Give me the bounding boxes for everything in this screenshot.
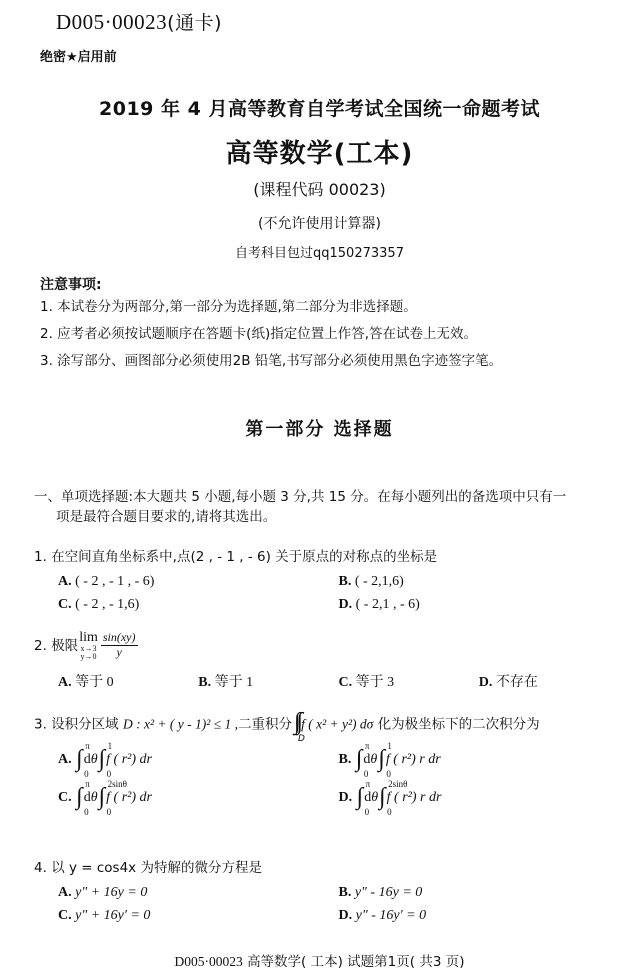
exam-code-latin: D005 xyxy=(56,10,105,34)
option-row xyxy=(58,778,619,817)
option-b[interactable] xyxy=(198,671,338,691)
question-2-text: 极限 xyxy=(51,638,79,654)
integral-glyph: ∫ xyxy=(98,745,106,772)
question-2 xyxy=(34,631,619,698)
option-d[interactable]: D. ∫ π 0 dθ∫ 2sinθ 0 f ( r²) r dr xyxy=(338,778,442,817)
option-d[interactable] xyxy=(339,908,620,924)
question-3-text-b: 二重积分 xyxy=(237,716,292,733)
integral-upper-limit: π xyxy=(85,778,90,789)
option-a[interactable] xyxy=(58,574,339,590)
option-b-body: f ( r²) r dr xyxy=(385,751,441,767)
question-4-text: 以 y = cos4x 为特解的微分方程是 xyxy=(51,860,262,876)
option-d-label: D. xyxy=(338,596,353,612)
option-row xyxy=(58,908,619,924)
integral-lower-limit: 0 xyxy=(363,768,369,779)
integral-glyph: ∫ xyxy=(76,783,83,810)
option-a-body: f ( r²) dr xyxy=(106,751,152,767)
integral-outer xyxy=(356,778,371,817)
integral-lower-limit: 0 xyxy=(106,806,112,817)
notice-item: 2. 应考者必须按试题顺序在答题卡(纸)指定位置上作答,答在试卷上无效。 xyxy=(40,326,477,343)
option-b[interactable] xyxy=(339,885,620,901)
question-1-number: 1. xyxy=(34,549,47,565)
question-4-number: 4. xyxy=(34,860,47,876)
integral-glyph: ∫ xyxy=(76,745,83,772)
part-heading: 第一部分 选择题 xyxy=(245,419,394,440)
option-d-label: D. xyxy=(338,907,353,923)
section-intro-line1: 一、单项选择题:本大题共 5 小题,每小题 3 分,共 15 分。在每小题列出的备选项中只有一 xyxy=(34,489,567,505)
question-3-text-a: 设积分区域 xyxy=(51,716,119,733)
integral-lower-limit: 0 xyxy=(364,806,370,817)
option-b[interactable]: B. ∫ π 0 dθ∫ 1 0 f ( r²) r dr xyxy=(338,740,441,779)
integral-lower-limit: 0 xyxy=(386,768,391,779)
integral-glyph: ∫ xyxy=(378,745,385,772)
integral-outer xyxy=(76,778,90,817)
option-d-text: y" - 16y′ = 0 xyxy=(355,907,427,923)
option-a-text: ( - 2 , - 1 , - 6) xyxy=(75,573,155,589)
exam-title-main: 2019 年 4 月高等教育自学考试全国统一命题考试 xyxy=(99,98,540,120)
integral-upper-limit: 1 xyxy=(387,740,392,751)
integral-glyph: ∫ xyxy=(355,745,363,772)
option-d-label: D. xyxy=(478,675,493,690)
option-b-label: B. xyxy=(338,751,352,767)
option-c[interactable]: C. ∫ π 0 dθ∫ 2sinθ 0 f ( r²) dr xyxy=(58,778,152,817)
integral-lower-limit: 0 xyxy=(84,768,89,779)
question-4-stem xyxy=(34,859,619,879)
notice-list xyxy=(40,298,600,380)
limit-glyph: lim xyxy=(79,630,98,645)
option-c-label: C. xyxy=(338,675,353,690)
fraction-numerator: sin(xy) xyxy=(102,629,136,644)
exam-code-number: 00023 xyxy=(112,10,168,34)
question-3-options xyxy=(58,740,619,817)
integral-upper-limit: π xyxy=(365,778,371,789)
exam-code xyxy=(56,8,222,35)
integral-glyph: ∫ xyxy=(98,783,106,810)
footer-text: 高等数学( 工本) 试题第1页( 共3 页) xyxy=(247,954,465,970)
question-3-region: D : x² + ( y - 1)² ≤ 1 , xyxy=(122,716,238,732)
option-d-body: f ( r²) r dr xyxy=(386,789,442,805)
integral-outer xyxy=(355,740,370,779)
option-c-label: C. xyxy=(58,907,72,923)
option-d-label: D. xyxy=(338,789,353,805)
integral-glyph: ∫ xyxy=(379,783,386,810)
option-a-label: A. xyxy=(58,573,72,589)
option-c[interactable] xyxy=(58,908,339,924)
integral-inner xyxy=(379,778,408,817)
option-c[interactable] xyxy=(339,671,479,691)
question-1-stem xyxy=(34,548,619,568)
integral-lower-limit: 0 xyxy=(106,768,112,779)
integral-outer xyxy=(76,740,90,779)
notice-item: 3. 涂写部分、画图部分必须使用2B 铅笔,书写部分必须使用黑色字迹签字笔。 xyxy=(40,353,503,370)
fraction-denominator: y xyxy=(116,644,122,659)
integral-glyph: ∫∫ xyxy=(293,709,300,735)
integral-upper-limit: 2sinθ xyxy=(388,778,408,789)
integral-inner xyxy=(98,740,113,779)
integral-inner xyxy=(98,778,127,817)
question-1 xyxy=(34,548,619,620)
question-4 xyxy=(34,859,619,931)
option-a-label: A. xyxy=(58,675,72,690)
footer-exam-code: D005·00023 xyxy=(174,954,243,969)
option-row xyxy=(58,574,619,590)
option-c-label: C. xyxy=(58,789,72,805)
option-row xyxy=(58,740,619,779)
integral-lower-limit: 0 xyxy=(387,806,392,817)
question-3 xyxy=(34,709,619,817)
option-a[interactable]: A. ∫ π 0 dθ∫ 1 0 f ( r²) dr xyxy=(58,740,152,779)
option-c-text: y" + 16y′ = 0 xyxy=(75,907,151,923)
option-b-text: 等于 1 xyxy=(214,675,254,690)
question-2-options xyxy=(58,671,619,691)
integral-glyph: ∫ xyxy=(356,783,364,810)
exam-code-separator: · xyxy=(104,10,113,34)
section-intro xyxy=(34,487,614,528)
option-a-text: 等于 0 xyxy=(75,675,114,690)
question-2-number: 2. xyxy=(34,638,47,654)
notice-title: 注意事项: xyxy=(40,277,102,293)
option-a[interactable] xyxy=(58,885,339,901)
double-integral-symbol xyxy=(293,709,305,744)
question-1-options xyxy=(58,574,619,613)
option-b-text: y" - 16y = 0 xyxy=(354,884,423,900)
option-a[interactable] xyxy=(58,671,198,691)
option-b-label: B. xyxy=(338,884,352,900)
watermark-text: 自考科目包过qq150273357 xyxy=(235,246,404,261)
question-3-integrand: f ( x² + y²) dσ xyxy=(301,716,374,732)
option-b-text: ( - 2,1,6) xyxy=(354,573,404,589)
option-c[interactable] xyxy=(58,597,339,613)
integral-upper-limit: π xyxy=(85,740,90,751)
option-d[interactable] xyxy=(339,597,620,613)
option-a-label: A. xyxy=(58,751,72,767)
section-intro-line2: 项是最符合题目要求的,请将其选出。 xyxy=(56,509,277,526)
no-calculator-notice: (不允许使用计算器) xyxy=(258,216,381,232)
option-c-text: ( - 2 , - 1,6) xyxy=(75,596,140,612)
option-a-label: A. xyxy=(58,884,72,900)
limit-operator xyxy=(79,631,98,661)
question-2-stem xyxy=(34,631,619,661)
question-3-text-c: 化为极坐标下的二次积分为 xyxy=(377,716,540,733)
exam-title-subject: 高等数学(工本) xyxy=(225,139,414,169)
notice-item: 1. 本试卷分为两部分,第一部分为选择题,第二部分为非选择题。 xyxy=(40,299,417,315)
option-b[interactable] xyxy=(339,574,620,590)
option-c-label: C. xyxy=(58,596,72,612)
option-b-label: B. xyxy=(198,675,212,690)
option-d-text: ( - 2,1 , - 6) xyxy=(355,596,420,612)
question-4-options xyxy=(58,885,619,924)
integral-upper-limit: 1 xyxy=(107,740,113,751)
limit-under-1: x→3 xyxy=(80,644,97,653)
integral-region-label: D xyxy=(297,733,305,744)
option-row xyxy=(58,597,619,613)
course-code: (课程代码 00023) xyxy=(253,180,386,199)
exam-code-suffix: (通卡) xyxy=(167,12,222,34)
option-row xyxy=(58,885,619,901)
option-c-body: f ( r²) dr xyxy=(106,789,152,805)
integral-lower-limit: 0 xyxy=(84,806,89,817)
integral-inner xyxy=(378,740,392,779)
question-1-text: 在空间直角坐标系中,点(2 , - 1 , - 6) 关于原点的对称点的坐标是 xyxy=(51,549,438,565)
page-footer xyxy=(0,950,639,970)
option-d-text: 不存在 xyxy=(495,675,538,690)
limit-under-2: y→0 xyxy=(80,652,97,661)
option-a-text: y" + 16y = 0 xyxy=(75,884,148,900)
integral-upper-limit: 2sinθ xyxy=(107,778,127,789)
secret-notice: 绝密★启用前 xyxy=(40,50,117,65)
question-3-number: 3. xyxy=(34,716,47,733)
integral-upper-limit: π xyxy=(364,740,370,751)
fraction xyxy=(101,631,138,660)
option-c-text: 等于 3 xyxy=(355,675,395,690)
question-3-stem xyxy=(34,709,619,744)
option-b-label: B. xyxy=(338,573,352,589)
option-d[interactable] xyxy=(479,671,619,691)
option-row xyxy=(58,671,619,691)
